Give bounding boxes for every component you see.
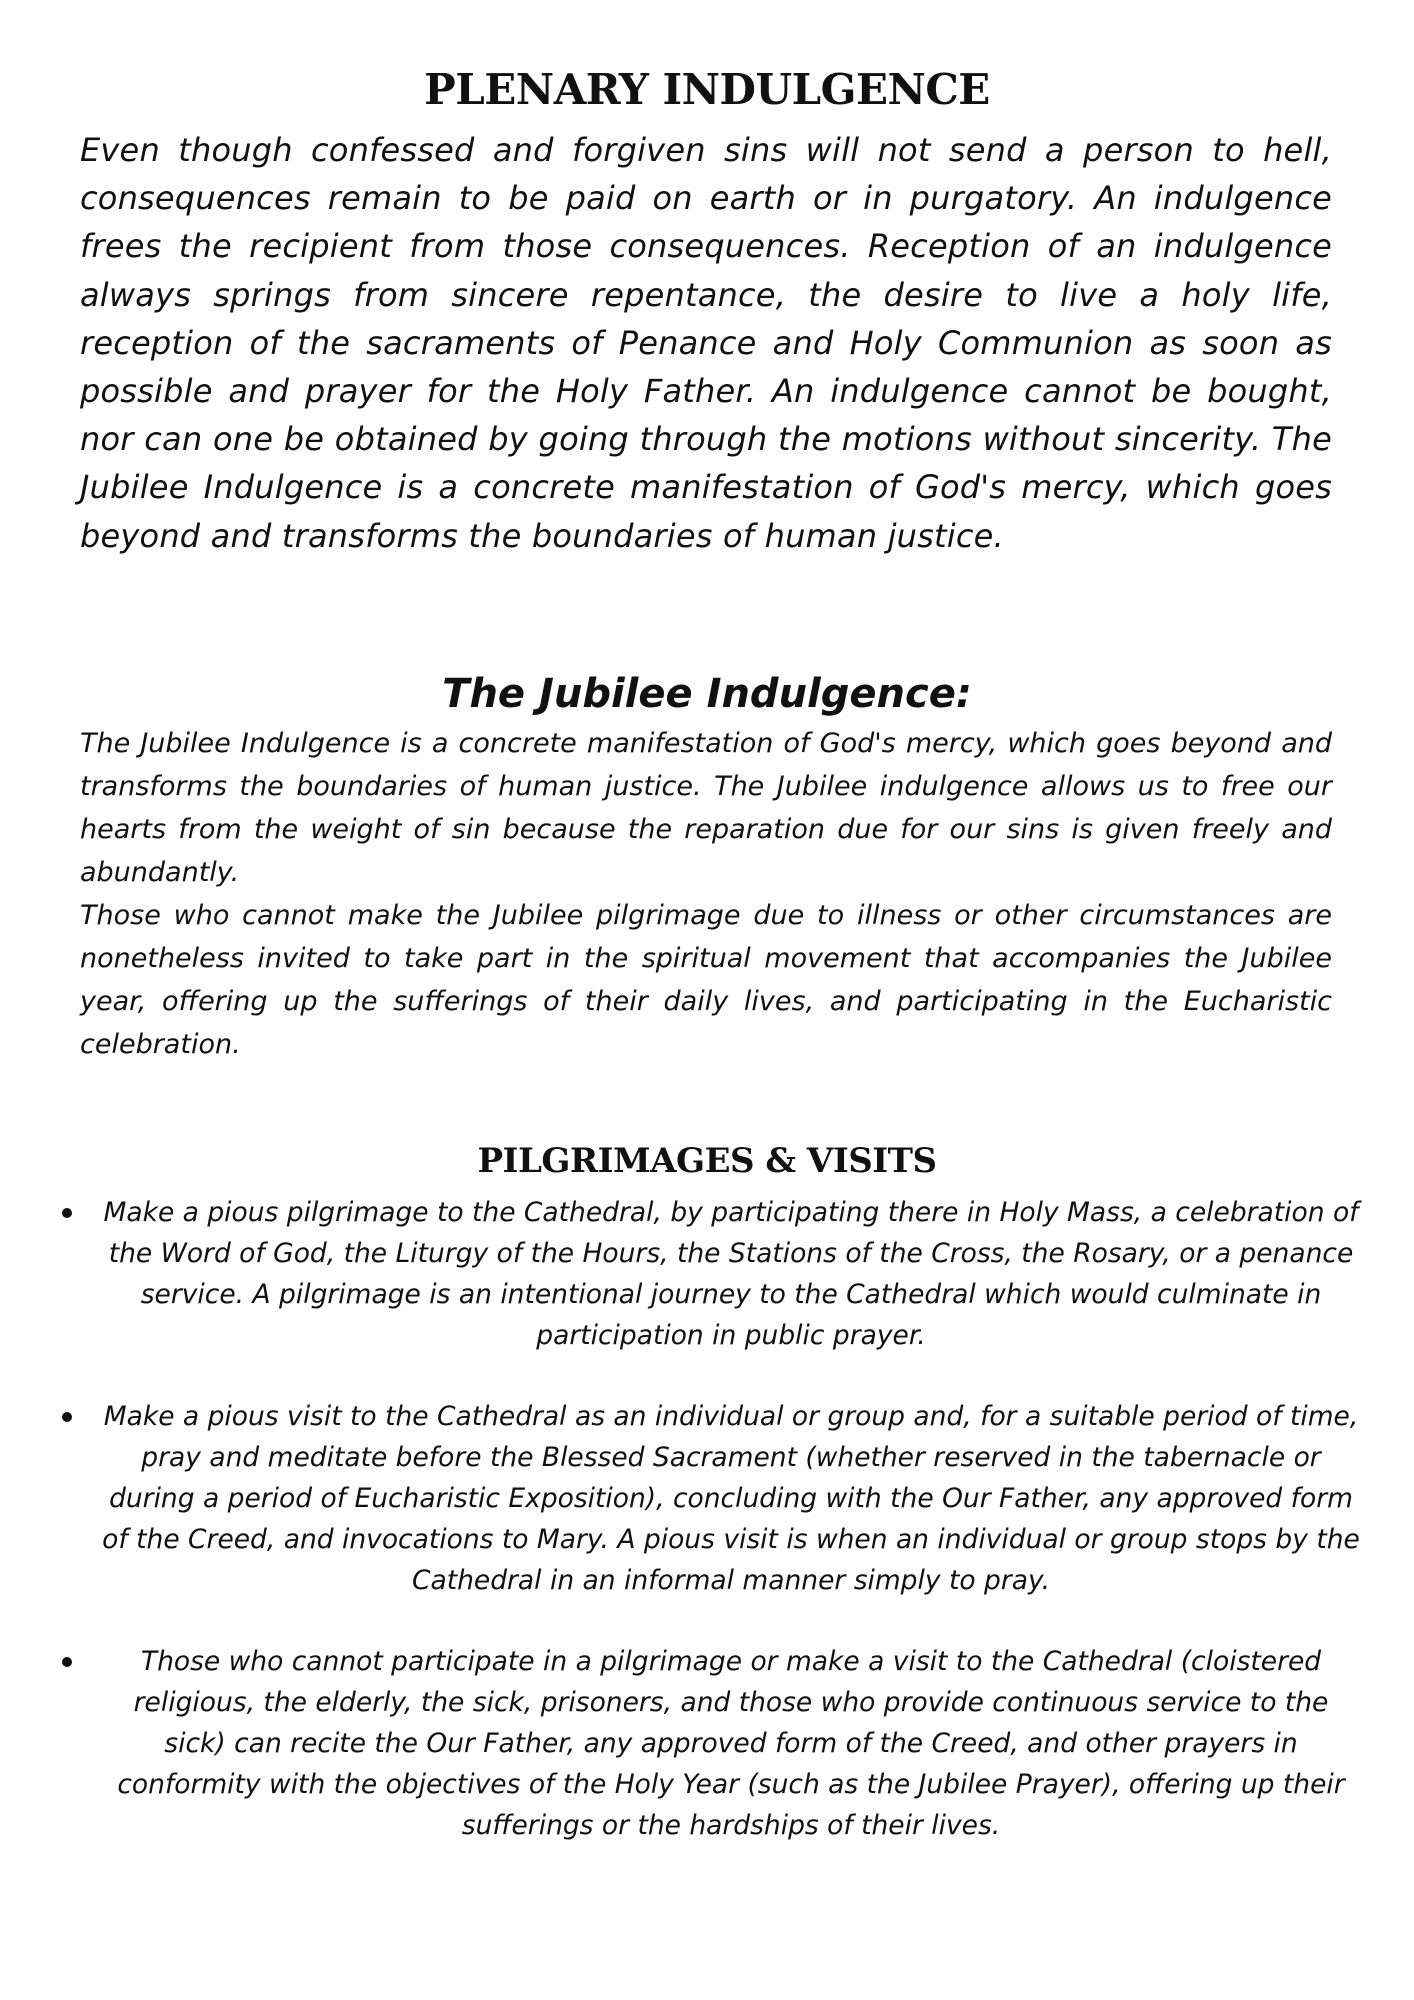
list-item <box>62 1396 1362 1601</box>
bullet-icon <box>62 1412 72 1422</box>
plenary-indulgence-title: PLENARY INDULGENCE <box>424 65 990 114</box>
list-item-text: Make a pious pilgrimage to the Cathedral, by participating there in Holy Mass, a celebration of the Word of God, the Liturgy of the Hours, the Stations of the Cross, the Rosary, or a penance service. A pilgrimage is an intentional journey to the Cathedral which would culminate in participation in public prayer. <box>103 1197 1359 1351</box>
jubilee-indulgence-title: The Jubilee Indulgence: <box>442 671 972 717</box>
bullet-icon <box>62 1208 72 1218</box>
pilgrimages-visits-title: PILGRIMAGES & VISITS <box>477 1141 937 1181</box>
list-item-text: Make a pious visit to the Cathedral as an individual or group and, for a suitable period of time, pray and meditate before the Blessed Sacrament (whether reserved in the tabernacle or during a period of Eucharistic Exposition), concluding with the Our Father, any approved form of the Creed, and invocations to Mary. A pious visit is when an individual or group stops by the Cathedral in an informal manner simply to pray. <box>102 1401 1360 1596</box>
list-item <box>62 1641 1362 1846</box>
jubilee-paragraph: Those who cannot make the Jubilee pilgrimage due to illness or other circumstances are nonetheless invited to take part in the spiritual movement that accompanies the Jubilee year, offering up the sufferings of their daily lives, and participating in the Eucharistic celebration. <box>80 900 1332 1060</box>
list-item <box>62 1192 1362 1356</box>
jubilee-paragraph: The Jubilee Indulgence is a concrete manifestation of God's mercy, which goes beyond and transforms the boundaries of human justice. The Jubilee indulgence allows us to free our hearts from the weight of sin because the reparation due for our sins is given freely and abundantly. <box>80 728 1332 888</box>
plenary-indulgence-body: Even though confessed and forgiven sins will not send a person to hell, consequences remain to be paid on earth or in purgatory. An indulgence frees the recipient from those consequences. Reception of an indulgence always springs from sincere repentance, the desire to live a holy life, reception of the sacraments of Penance and Holy Communion as soon as possible and prayer for the Holy Father. An indulgence cannot be bought, nor can one be obtained by going through the motions without sincerity. The Jubilee Indulgence is a concrete manifestation of God's mercy, which goes beyond and transforms the boundaries of human justice. <box>80 131 1332 555</box>
pilgrimages-list <box>62 1192 1362 1886</box>
list-item-text: Those who cannot participate in a pilgrimage or make a visit to the Cathedral (cloistered religious, the elderly, the sick, prisoners, and those who provide continuous service to the sick) can recite the Our Father, any approved form of the Creed, and other prayers in conformity with the objectives of the Holy Year (such as the Jubilee Prayer), offering up their sufferings or the hardships of their lives. <box>117 1646 1345 1841</box>
jubilee-indulgence-body <box>80 722 1332 1066</box>
bullet-icon <box>62 1657 72 1667</box>
